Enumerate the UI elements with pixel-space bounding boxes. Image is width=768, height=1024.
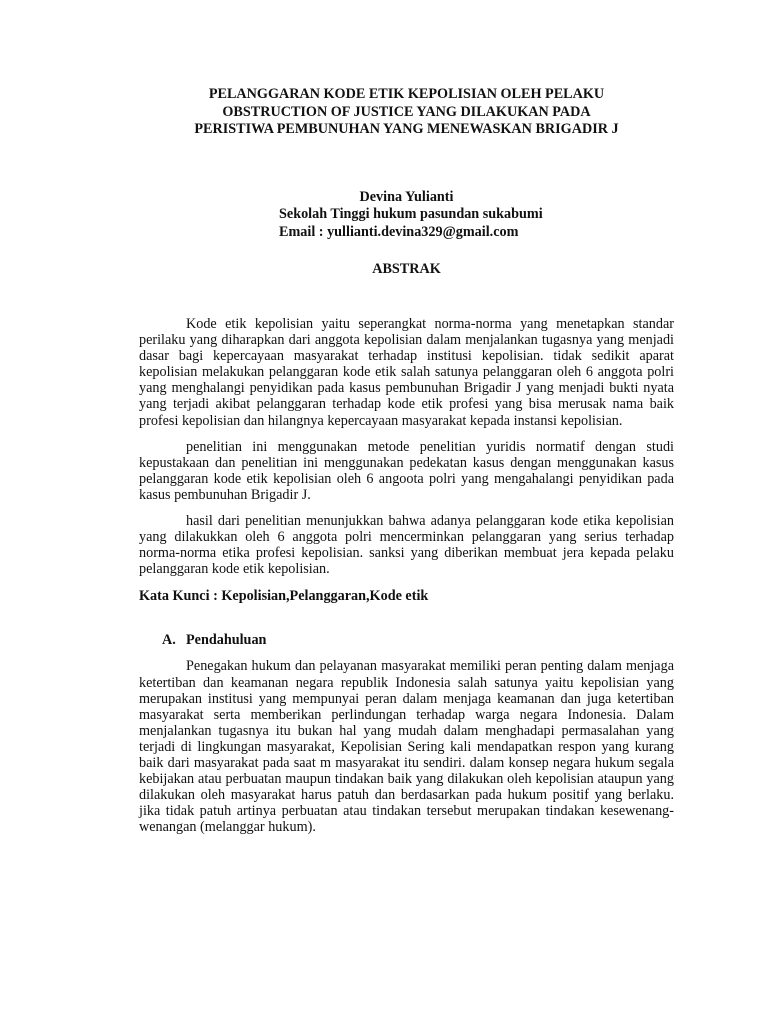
abstract-paragraph-3: hasil dari penelitian menunjukkan bahwa adanya pelanggaran kode etika kepolisian yang dilakukkan oleh 6 anggota polri mencerminkan pelanggaran yang serius terhadap norma-norma etika profesi kepolisian. sanksi yang diberikan membuat jera kepada pelaku pelanggaran kode etik kepolisian. bbox=[139, 513, 674, 578]
title-line-3: PERISTIWA PEMBUNUHAN YANG MENEWASKAN BRIGADIR J bbox=[194, 121, 619, 137]
title-line-2: OBSTRUCTION OF JUSTICE YANG DILAKUKAN PADA bbox=[222, 103, 591, 120]
section-heading bbox=[139, 632, 674, 649]
document-title bbox=[139, 86, 674, 139]
keywords: Kata Kunci : Kepolisian,Pelanggaran,Kode etik bbox=[139, 588, 429, 605]
abstract-paragraph-2: penelitian ini menggunakan metode penelitian yuridis normatif dengan studi kepustakaan dan penelitian ini menggunakan pedekatan kasus dengan menggunakan kasus pelanggaran kode etik kepolisian oleh 6 angoota polri yang mengahalangi penyidikan pada kasus pembunuhan Brigadir J. bbox=[139, 438, 674, 503]
author-institution: Sekolah Tinggi hukum pasundan sukabumi bbox=[279, 206, 543, 222]
section-paragraph: Penegakan hukum dan pelayanan masyarakat memiliki peran penting dalam menjaga ketertiban dan keamanan negara republik Indonesia salah satunya yaitu kepolisian yang merupakan institusi yang mempunyai peran dalam menjaga keamanan dan juga ketertiban masyarakat serta memberikan perlindungan terhadap warga negara Indonesia. Dalam menjalankan tugasnya itu bukan hal yang mudah dalam menghadapi permasalahan yang terjadi di lingkungan masyarakat, Kepolisian Sering kali mendapatkan respon yang kurang baik dari masyarakat pada saat m masyarakat itu sendiri. dalam konsep negara hukum segala kebijakan atau perbuatan maupun tindakan baik yang dilakukan oleh kepolisian ataupun yang dilakukan oleh masyarakat harus patuh dan berdasarkan pada hukum positif yang berlaku. jika tidak patuh artinya perbuatan atau tindakan tersebut merupakan tindakan kesewenang-wenangan (melanggar hukum). bbox=[139, 658, 674, 836]
author-name: Devina Yulianti bbox=[359, 188, 454, 205]
abstract-paragraph-1: Kode etik kepolisian yaitu seperangkat norma-norma yang menetapkan standar perilaku yang diharapkan dari anggota kepolisian dalam menjalankan tugasnya yang menjadi dasar bagi kepercayaan masyarakat terhadap institusi kepolisian. tidak sedikit aparat kepolisian melakukan pelanggaran kode etik salah satunya pelanggaran oleh 6 anggota polri yang menghalangi penyidikan pada kasus pembunuhan Brigadir J yang menjadi bukti nyata yang terjadi akibat pelanggaran terhadap kode etik profesi yang bisa merusak nama baik profesi kepolisian dan hilangnya kepercayaan masyarakat kepada instansi kepolisian. bbox=[139, 316, 674, 429]
author-block bbox=[139, 189, 674, 242]
author-email: Email : yullianti.devina329@gmail.com bbox=[279, 223, 519, 240]
abstract-heading: ABSTRAK bbox=[372, 261, 441, 277]
section-title: Pendahuluan bbox=[186, 632, 267, 649]
title-line-1: PELANGGARAN KODE ETIK KEPOLISIAN OLEH PELAKU bbox=[208, 86, 605, 102]
section-letter: A. bbox=[162, 632, 176, 649]
document-page bbox=[139, 86, 674, 835]
